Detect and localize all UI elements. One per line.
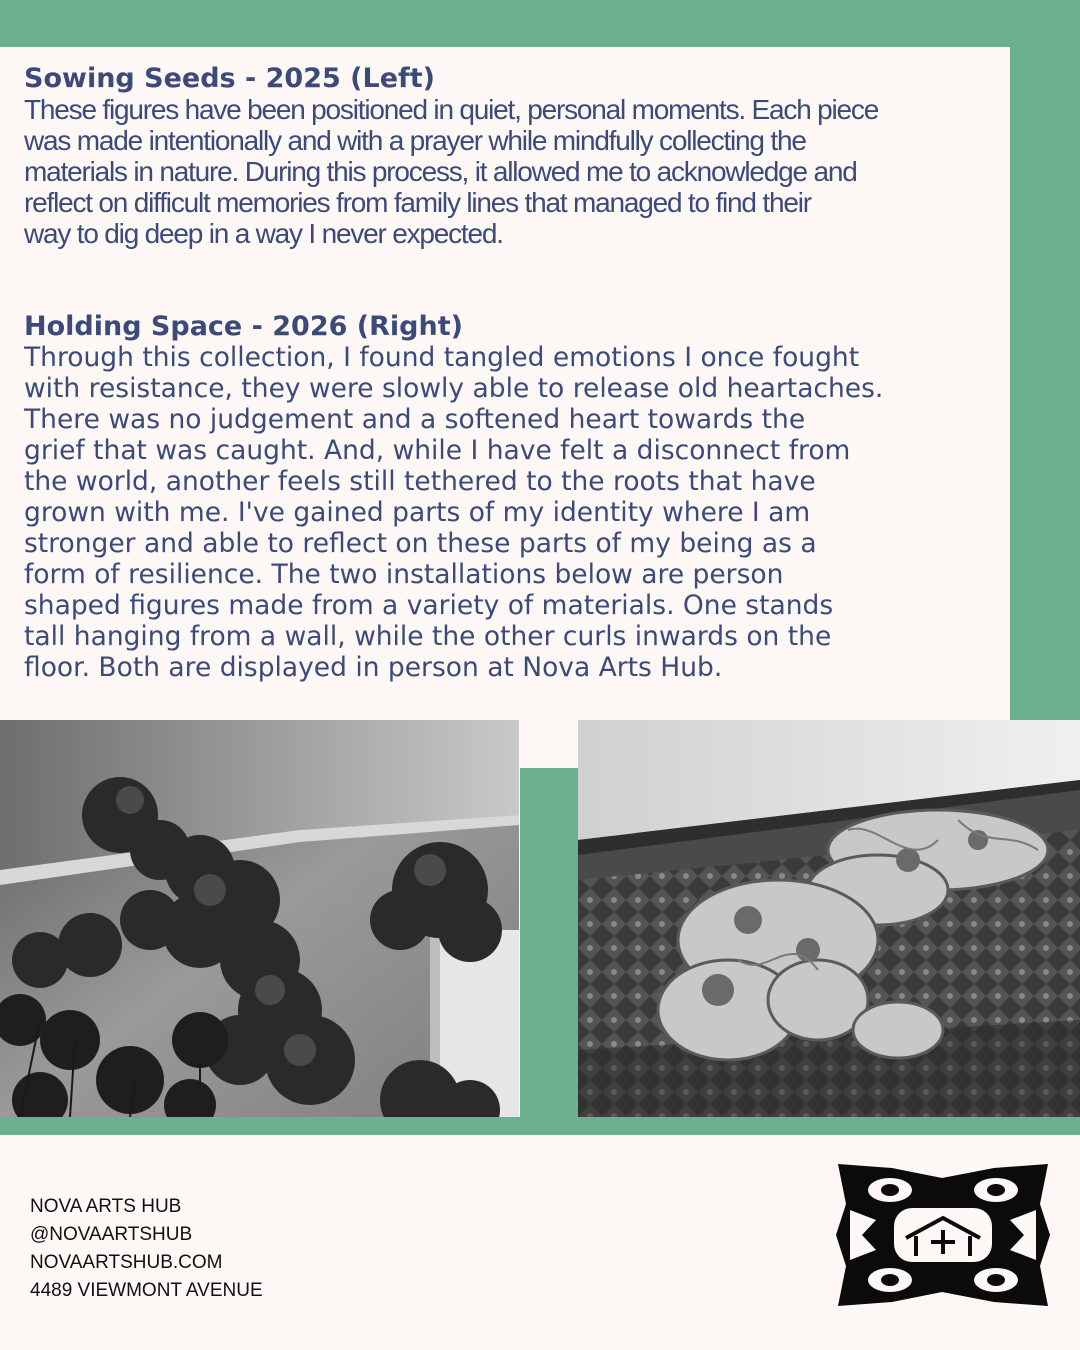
photo-hanging-floral-figure [0,720,519,1117]
footer-name: NOVA ARTS HUB [30,1196,182,1217]
section-heading-sowing-seeds: Sowing Seeds - 2025 (Left) [24,63,436,94]
body-line: shaped figures made from a variety of materials. One stands [24,590,834,621]
body-line: There was no judgement and a softened heart towards the [24,404,806,435]
body-line: These figures have been positioned in quiet, personal moments. Each piece [24,94,879,125]
footer-website[interactable]: NOVAARTSHUB.COM [30,1252,223,1273]
body-line: Through this collection, I found tangled emotions I once fought [24,342,860,373]
body-line: tall hanging from a wall, while the other curls inwards on the [24,621,832,652]
body-line: grown with me. I've gained parts of my identity where I am [24,497,811,528]
body-line: the world, another feels still tethered to the roots that have [24,466,816,497]
section-body-holding-space [24,342,986,683]
formline-house-logo-icon [832,1160,1054,1310]
footer-address: 4489 VIEWMONT AVENUE [30,1280,263,1301]
body-line: form of resilience. The two installations below are person [24,559,784,590]
green-band-top [0,0,1080,47]
photo-floor-fabric-figure [578,720,1080,1117]
section-body-sowing-seeds [24,94,986,249]
body-line: grief that was caught. And, while I have felt a disconnect from [24,435,851,466]
section-gap [24,249,986,311]
body-line: materials in nature. During this process, it allowed me to acknowledge and [24,156,857,187]
text-panel [0,47,1010,720]
body-line: reflect on difficult memories from family lines that managed to find their [24,187,811,218]
body-line: floor. Both are displayed in person at Nova Arts Hub. [24,652,723,683]
body-line: with resistance, they were slowly able to release old heartaches. [24,373,884,404]
body-line: way to dig deep in a way I never expected. [24,218,503,249]
body-line: stronger and able to reflect on these parts of my being as a [24,528,817,559]
green-band-right [1010,0,1080,720]
green-band-bottom [0,1117,1080,1135]
body-line: was made intentionally and with a prayer while mindfully collecting the [24,125,806,156]
footer-handle[interactable]: @NOVAARTSHUB [30,1224,193,1245]
section-heading-holding-space: Holding Space - 2026 (Right) [24,311,463,342]
footer-contact-info [30,1193,263,1305]
